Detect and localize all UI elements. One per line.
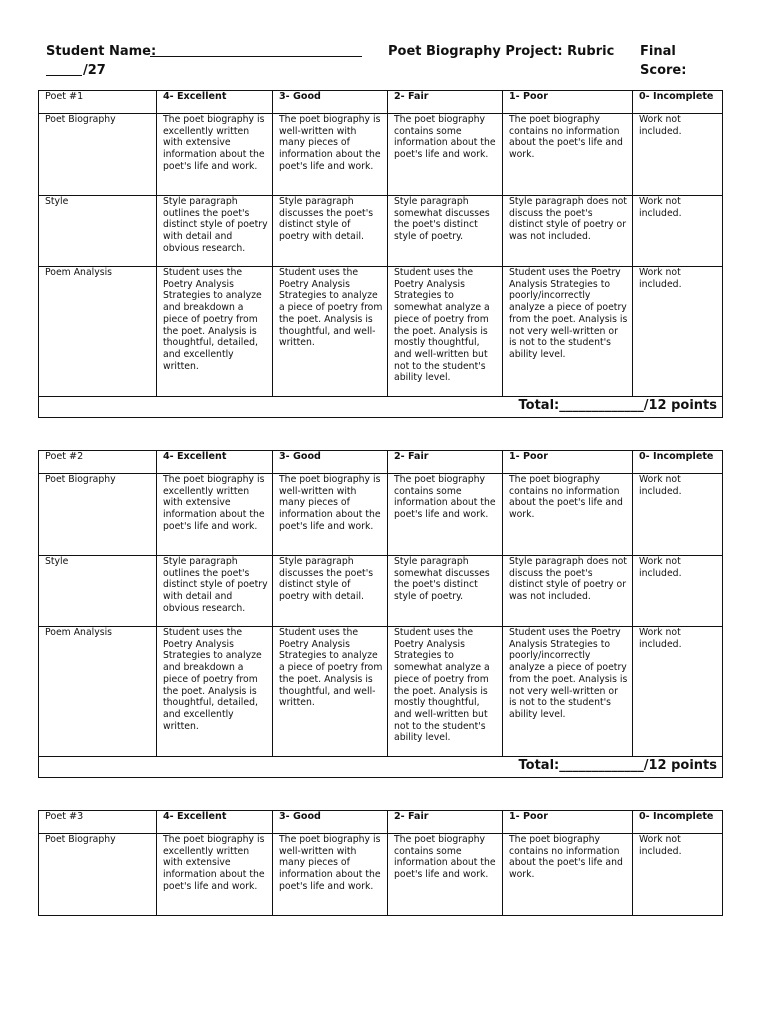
criterion-label: Style — [39, 196, 157, 267]
descriptor-cell: The poet biography contains some information about the poet's life and work. — [388, 114, 503, 196]
criterion-label: Poet Biography — [39, 114, 157, 196]
descriptor-cell: Student uses the Poetry Analysis Strategies to poorly/incorrectly analyze a piece of poetry from the poet. Analysis is not very well-written or is not to the student's ability level. — [503, 627, 633, 757]
descriptor-cell: The poet biography is well-written with many pieces of information about the poet's life and work. — [273, 834, 388, 916]
descriptor-cell: Style paragraph discusses the poet's distinct style of poetry with detail. — [273, 196, 388, 267]
descriptor-cell: Work not included. — [633, 834, 723, 916]
rubric-table-poet-2 — [38, 450, 723, 778]
descriptor-cell: Student uses the Poetry Analysis Strategies to somewhat analyze a piece of poetry from the poet. Analysis is mostly thoughtful, and well-written but not to the student's ability level. — [388, 627, 503, 757]
criterion-label: Style — [39, 556, 157, 627]
criterion-label: Poem Analysis — [39, 627, 157, 757]
criterion-label: Poet Biography — [39, 474, 157, 556]
project-title: Poet Biography Project: Rubric — [388, 44, 615, 59]
poet-label: Poet #2 — [39, 451, 157, 474]
descriptor-cell: Student uses the Poetry Analysis Strategies to analyze a piece of poetry from the poet. Analysis is thoughtful, and well-written. — [273, 627, 388, 757]
descriptor-cell: Style paragraph discusses the poet's distinct style of poetry with detail. — [273, 556, 388, 627]
criterion-label: Poet Biography — [39, 834, 157, 916]
criterion-label: Poem Analysis — [39, 267, 157, 397]
descriptor-cell: Student uses the Poetry Analysis Strategies to poorly/incorrectly analyze a piece of poetry from the poet. Analysis is not very well-written or is not to the student's ability level. — [503, 267, 633, 397]
descriptor-cell: Style paragraph does not discuss the poet's distinct style of poetry or was not included. — [503, 196, 633, 267]
descriptor-cell: Student uses the Poetry Analysis Strategies to analyze and breakdown a piece of poetry from the poet. Analysis is thoughtful, detailed, and excellently written. — [157, 627, 273, 757]
total-row — [39, 397, 723, 418]
level-header: 4- Excellent — [157, 91, 273, 114]
descriptor-cell: Student uses the Poetry Analysis Strategies to somewhat analyze a piece of poetry from the poet. Analysis is mostly thoughtful, and well-written but not to the student's ability level. — [388, 267, 503, 397]
criterion-row-poem-analysis — [39, 267, 723, 397]
descriptor-cell: The poet biography contains some information about the poet's life and work. — [388, 834, 503, 916]
final-score-total: /27 — [83, 63, 106, 78]
descriptor-cell: Work not included. — [633, 196, 723, 267]
level-header: 4- Excellent — [157, 451, 273, 474]
descriptor-cell: Work not included. — [633, 114, 723, 196]
descriptor-cell: Work not included. — [633, 474, 723, 556]
rubric-table-poet-3 — [38, 810, 723, 916]
level-header: 1- Poor — [503, 451, 633, 474]
criterion-row-style — [39, 556, 723, 627]
level-header: 2- Fair — [388, 91, 503, 114]
descriptor-cell: The poet biography is well-written with many pieces of information about the poet's life and work. — [273, 474, 388, 556]
level-header: 1- Poor — [503, 811, 633, 834]
total-row — [39, 757, 723, 778]
final-score-blank[interactable] — [46, 75, 82, 76]
final-score-label: Final Score: — [640, 44, 687, 78]
descriptor-cell: The poet biography is excellently written with extensive information about the poet's life and work. — [157, 474, 273, 556]
descriptor-cell: The poet biography contains no information about the poet's life and work. — [503, 474, 633, 556]
level-header: 2- Fair — [388, 811, 503, 834]
level-header: 1- Poor — [503, 91, 633, 114]
level-header: 0- Incomplete — [633, 451, 723, 474]
level-header: 2- Fair — [388, 451, 503, 474]
level-header: 0- Incomplete — [633, 91, 723, 114]
rubric-table-poet-1 — [38, 90, 723, 418]
descriptor-cell: Work not included. — [633, 627, 723, 757]
descriptor-cell: The poet biography contains no information about the poet's life and work. — [503, 114, 633, 196]
student-name-label: Student Name: — [46, 44, 157, 59]
rubric-header-row — [39, 451, 723, 474]
student-name-blank[interactable] — [150, 56, 362, 57]
descriptor-cell: Style paragraph somewhat discusses the poet's distinct style of poetry. — [388, 196, 503, 267]
level-header: 4- Excellent — [157, 811, 273, 834]
poet-label: Poet #3 — [39, 811, 157, 834]
descriptor-cell: The poet biography contains no information about the poet's life and work. — [503, 834, 633, 916]
descriptor-cell: Style paragraph outlines the poet's distinct style of poetry with detail and obvious research. — [157, 556, 273, 627]
level-header: 0- Incomplete — [633, 811, 723, 834]
criterion-row-poem-analysis — [39, 627, 723, 757]
poet-label: Poet #1 — [39, 91, 157, 114]
descriptor-cell: The poet biography is excellently written with extensive information about the poet's life and work. — [157, 834, 273, 916]
level-header: 3- Good — [273, 811, 388, 834]
descriptor-cell: Student uses the Poetry Analysis Strategies to analyze a piece of poetry from the poet. Analysis is thoughtful, and well-written. — [273, 267, 388, 397]
criterion-row-poet-biography — [39, 834, 723, 916]
descriptor-cell: The poet biography contains some information about the poet's life and work. — [388, 474, 503, 556]
total-points-line[interactable]: Total:_____________/12 points — [39, 757, 723, 778]
descriptor-cell: Style paragraph does not discuss the poet's distinct style of poetry or was not included. — [503, 556, 633, 627]
descriptor-cell: The poet biography is well-written with many pieces of information about the poet's life and work. — [273, 114, 388, 196]
descriptor-cell: Student uses the Poetry Analysis Strategies to analyze and breakdown a piece of poetry from the poet. Analysis is thoughtful, detailed, and excellently written. — [157, 267, 273, 397]
criterion-row-poet-biography — [39, 474, 723, 556]
descriptor-cell: Style paragraph outlines the poet's distinct style of poetry with detail and obvious research. — [157, 196, 273, 267]
criterion-row-poet-biography — [39, 114, 723, 196]
rubric-header-row — [39, 811, 723, 834]
document-header — [46, 42, 726, 80]
rubric-header-row — [39, 91, 723, 114]
descriptor-cell: The poet biography is excellently written with extensive information about the poet's life and work. — [157, 114, 273, 196]
level-header: 3- Good — [273, 451, 388, 474]
criterion-row-style — [39, 196, 723, 267]
level-header: 3- Good — [273, 91, 388, 114]
descriptor-cell: Work not included. — [633, 556, 723, 627]
descriptor-cell: Style paragraph somewhat discusses the poet's distinct style of poetry. — [388, 556, 503, 627]
total-points-line[interactable]: Total:_____________/12 points — [39, 397, 723, 418]
descriptor-cell: Work not included. — [633, 267, 723, 397]
